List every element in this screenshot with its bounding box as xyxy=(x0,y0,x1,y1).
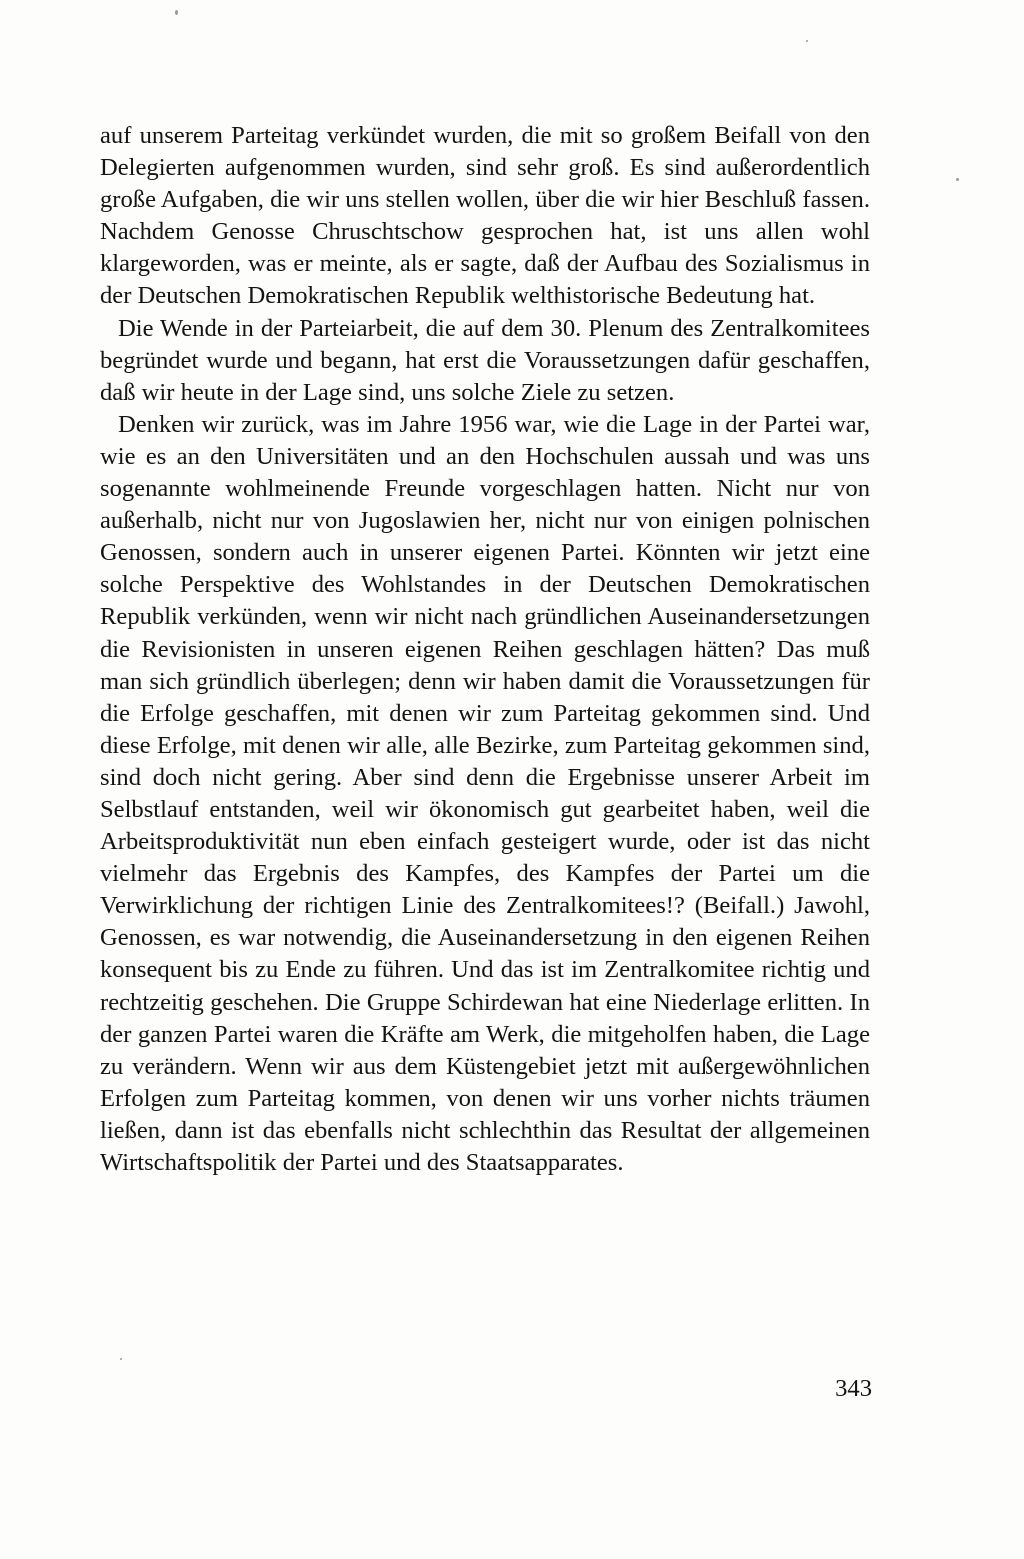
body-text xyxy=(100,120,870,1179)
scan-speck xyxy=(956,178,959,181)
paragraph-1: auf unserem Parteitag verkündet wurden, die mit so großem Beifall von den Delegierten aufgenommen wurden, sind sehr groß. Es sind außerordentlich große Aufgaben, die wir uns stellen wollen, über die wir hier Beschluß fassen. Nachdem Genosse Chruschtschow gesprochen hat, ist uns allen wohl klargeworden, was er meinte, als er sagte, daß der Aufbau des Sozialismus in der Deutschen Demokratischen Republik welthistorische Bedeutung hat. xyxy=(100,122,870,310)
scan-speck xyxy=(175,10,178,15)
paragraph-3: Denken wir zurück, was im Jahre 1956 war, wie die Lage in der Partei war, wie es an den Universitäten und an den Hochschulen aussah und was uns sogenannte wohlmeinende Freunde vorgeschlagen hatten. Nicht nur von außerhalb, nicht nur von Jugoslawien her, nicht nur von einigen polnischen Genossen, sondern auch in unserer eigenen Partei. Könnten wir jetzt eine solche Perspektive des Wohlstandes in der Deutschen Demokratischen Republik verkünden, wenn wir nicht nach gründlichen Auseinandersetzungen die Revisionisten in unseren eigenen Reihen geschlagen hätten? Das muß man sich gründlich überlegen; denn wir haben damit die Voraussetzungen für die Erfolge geschaffen, mit denen wir zum Parteitag gekommen sind. Und diese Erfolge, mit denen wir alle, alle Bezirke, zum Parteitag gekommen sind, sind doch nicht gering. Aber sind denn die Ergebnisse unserer Arbeit im Selbstlauf entstanden, weil wir ökonomisch gut gearbeitet haben, weil die Arbeitsproduktivität nun eben einfach gesteigert wurde, oder ist das nicht vielmehr das Ergebnis des Kampfes, des Kampfes der Partei um die Verwirklichung der richtigen Linie des Zentralkomitees!? (Beifall.) Jawohl, Genossen, es war notwendig, die Auseinandersetzung in den eigenen Reihen konsequent bis zu Ende zu führen. Und das ist im Zentralkomitee richtig und rechtzeitig geschehen. Die Gruppe Schirdewan hat eine Niederlage erlitten. In der ganzen Partei waren die Kräfte am Werk, die mitgeholfen haben, die Lage zu verändern. Wenn wir aus dem Küstengebiet jetzt mit außergewöhnlichen Erfolgen zum Parteitag kommen, von denen wir uns vorher nichts träumen ließen, dann ist das ebenfalls nicht schlechthin das Resultat der allgemeinen Wirtschaftspolitik der Partei und des Staatsapparates. xyxy=(100,410,870,1176)
scan-speck xyxy=(120,1358,122,1360)
paragraph-2: Die Wende in der Parteiarbeit, die auf dem 30. Plenum des Zentralkomitees begründet wurde und begann, hat erst die Voraussetzungen dafür geschaffen, daß wir heute in der Lage sind, uns solche Ziele zu setzen. xyxy=(100,314,870,406)
scan-speck xyxy=(806,40,808,42)
page-number: 343 xyxy=(835,1375,872,1402)
